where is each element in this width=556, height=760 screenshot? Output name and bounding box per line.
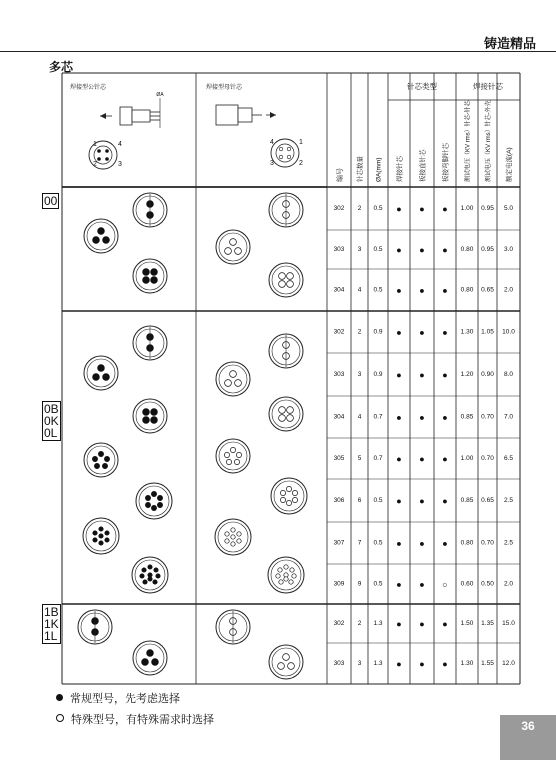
cell-diameter: 0.5: [373, 580, 383, 588]
cell-pin-count: 7: [357, 539, 362, 547]
male-pin-dot: [140, 574, 144, 578]
connector-face-inner: [136, 402, 164, 430]
filled-dot-icon: ●: [419, 285, 425, 296]
group-code: 1K: [44, 617, 59, 631]
legend-regular: [56, 690, 180, 706]
female-socket-dot: [231, 535, 235, 539]
cell-model: 306: [333, 497, 345, 505]
cell-pin-count: 3: [357, 246, 362, 254]
filled-dot-icon: ●: [396, 658, 402, 669]
connector-face-inner: [139, 486, 169, 516]
cell-model: 304: [333, 286, 345, 294]
female-connector-neck: [238, 108, 252, 122]
pin-number-label: 1: [299, 139, 303, 146]
male-pin-dot: [143, 269, 150, 276]
female-socket-dot: [230, 239, 237, 246]
male-pin-dot: [148, 577, 152, 581]
cell-model: 303: [333, 246, 345, 254]
connector-face-inner: [272, 400, 300, 428]
header-pcb-straight: 板接直针芯: [419, 149, 427, 182]
female-socket-dot: [237, 539, 241, 543]
filled-dot-icon: ●: [396, 327, 402, 338]
cell-pin-count: 4: [357, 286, 362, 294]
cell-rated-current: 2.5: [503, 497, 514, 505]
cell-test-v-pin: 1.30: [460, 660, 474, 668]
male-pin-dot: [103, 374, 110, 381]
cell-rated-current: 15.0: [502, 620, 515, 628]
cell-pin-count: 6: [357, 497, 362, 505]
brand-slogan: 铸造精品: [483, 36, 536, 51]
cell-rated-current: 8.0: [503, 371, 514, 379]
pin-number-label: 2: [299, 160, 303, 167]
female-socket-dot: [286, 486, 291, 491]
filled-dot-icon: ●: [442, 285, 448, 296]
legend-text: 常规型号，先考虑选择: [70, 693, 180, 705]
header-test-v-shell: 测试电压（KV rms）针芯-外壳: [486, 100, 493, 182]
female-front-insert: [276, 144, 294, 162]
header-pcb-bent: 板接弯脚针芯: [442, 143, 450, 182]
page-number: 36: [500, 715, 556, 760]
filled-dot-icon: ●: [442, 412, 448, 423]
female-socket-dot: [278, 663, 285, 670]
filled-dot-icon: ●: [442, 538, 448, 549]
female-socket-dot: [237, 532, 241, 536]
filled-dot-icon: ●: [419, 618, 425, 629]
cell-pin-count: 9: [357, 580, 362, 588]
filled-dot-icon: ●: [442, 618, 448, 629]
female-socket-dot: [287, 273, 294, 280]
male-pin-dot: [151, 417, 158, 424]
cell-diameter: 1.3: [373, 620, 383, 628]
cell-model: 302: [333, 620, 345, 628]
header-model: 编号: [336, 168, 344, 182]
connector-face-inner: [136, 262, 164, 290]
male-pin-dot: [105, 538, 109, 542]
male-pin-dot: [143, 409, 150, 416]
cell-test-v-pin: 1.20: [460, 371, 474, 379]
male-connector-body: [120, 107, 132, 125]
cell-diameter: 0.9: [373, 328, 383, 336]
male-pin-dot: [152, 659, 159, 666]
male-pin-dot: [99, 541, 103, 545]
cell-test-v-pin: 0.80: [460, 539, 474, 547]
male-pin-dot: [151, 491, 156, 496]
connector-face-inner: [87, 446, 115, 474]
male-pin-dot: [93, 374, 100, 381]
male-pin-dot: [102, 463, 107, 468]
male-pin-dot: [145, 495, 150, 500]
filled-dot-icon: ●: [419, 538, 425, 549]
filled-dot-icon: ●: [419, 327, 425, 338]
connector-face-inner: [272, 266, 300, 294]
filled-dot-icon: ●: [442, 369, 448, 380]
cell-model: 303: [333, 660, 345, 668]
female-connector-body: [216, 105, 238, 125]
filled-dot-icon: ●: [442, 327, 448, 338]
female-socket-dot: [290, 568, 294, 572]
female-socket-dot: [283, 654, 290, 661]
label-male-weld: 焊接型公针芯: [70, 85, 107, 91]
cell-rated-current: 2.0: [503, 580, 514, 588]
pin-number-label: 3: [118, 161, 122, 168]
female-socket-dot: [292, 490, 297, 495]
female-socket-dot: [279, 281, 286, 288]
cell-diameter: 0.5: [373, 286, 383, 294]
female-socket-dot: [284, 565, 288, 569]
cell-model: 304: [333, 413, 345, 421]
filled-dot-icon: ●: [442, 453, 448, 464]
cell-test-v-shell: 0.65: [481, 497, 494, 505]
group-code: 00: [44, 194, 58, 208]
male-pin-dot: [156, 574, 160, 578]
connector-face-inner: [87, 222, 115, 250]
header-weld-pin: 焊接针芯: [473, 81, 503, 91]
filled-dot-icon: ●: [419, 412, 425, 423]
connector-face-inner: [136, 644, 164, 672]
cell-diameter: 0.5: [373, 497, 383, 505]
male-pin-dot: [99, 527, 103, 531]
cell-rated-current: 6.5: [503, 455, 514, 463]
female-socket-dot: [289, 580, 293, 584]
cell-pin-count: 3: [357, 660, 362, 668]
female-socket-dot: [226, 459, 231, 464]
female-socket-dot: [231, 542, 235, 546]
male-pin-dot: [143, 580, 147, 584]
cell-rated-current: 2.5: [503, 539, 514, 547]
male-pin-dot: [143, 417, 150, 424]
cell-diameter: 0.7: [373, 455, 383, 463]
female-socket-dot: [235, 380, 242, 387]
male-front-pin: [97, 149, 101, 153]
header-test-v-pin: 测试电压（KV rms）针芯-针芯: [465, 100, 472, 182]
male-pin-dot: [153, 580, 157, 584]
male-pin-dot: [148, 565, 152, 569]
cell-test-v-shell: 1.35: [481, 620, 494, 628]
female-socket-dot: [225, 532, 229, 536]
group-code: 1L: [44, 629, 58, 643]
female-socket-dot: [225, 380, 232, 387]
cell-model: 309: [333, 580, 345, 588]
male-pin-dot: [151, 505, 156, 510]
male-pin-dot: [157, 495, 162, 500]
dimension-label: ØA: [156, 92, 164, 98]
legend-text: 特殊型号，有特殊需求时选择: [71, 714, 214, 726]
group-code: 1B: [44, 605, 59, 619]
cell-diameter: 0.5: [373, 246, 383, 254]
female-front-socket: [279, 147, 283, 151]
filled-dot-icon: ●: [396, 495, 402, 506]
male-front-pin: [105, 149, 109, 153]
cell-test-v-pin: 0.80: [460, 246, 474, 254]
cell-test-v-pin: 1.00: [460, 205, 474, 213]
cell-model: 305: [333, 455, 345, 463]
cell-test-v-pin: 0.80: [460, 286, 474, 294]
connector-face-inner: [219, 442, 247, 470]
group-code: 0K: [44, 414, 59, 428]
male-pin-dot: [145, 502, 150, 507]
male-pin-dot: [98, 451, 103, 456]
female-socket-dot: [230, 447, 235, 452]
filled-dot-icon: ●: [396, 453, 402, 464]
female-socket-dot: [225, 539, 229, 543]
cell-test-v-shell: 0.50: [481, 580, 494, 588]
cell-test-v-shell: 0.95: [481, 246, 494, 254]
cell-test-v-shell: 0.70: [481, 413, 494, 421]
cell-test-v-pin: 1.00: [460, 455, 474, 463]
cell-pin-count: 2: [357, 205, 362, 213]
male-pin-dot: [147, 650, 154, 657]
cell-model: 303: [333, 371, 345, 379]
pin-number-label: 3: [270, 160, 274, 167]
male-pin-dot: [93, 237, 100, 244]
female-socket-dot: [278, 568, 282, 572]
male-pin-dot: [143, 277, 150, 284]
cell-diameter: 0.5: [373, 539, 383, 547]
cell-test-v-shell: 1.05: [481, 328, 494, 336]
pin-number-label: 4: [270, 139, 274, 146]
female-socket-dot: [292, 574, 296, 578]
header-rated-current: 额定电流(A): [506, 147, 514, 182]
cell-rated-current: 12.0: [502, 660, 515, 668]
pin-number-label: 2: [93, 161, 97, 168]
cell-model: 307: [333, 539, 345, 547]
female-socket-dot: [279, 580, 283, 584]
male-pin-dot: [142, 659, 149, 666]
cell-test-v-shell: 0.95: [481, 205, 494, 213]
male-pin-dot: [104, 456, 109, 461]
cell-rated-current: 10.0: [502, 328, 515, 336]
cell-diameter: 1.3: [373, 660, 383, 668]
cell-pin-count: 2: [357, 620, 362, 628]
group-label-0b0k0l: [42, 401, 61, 441]
cell-test-v-pin: 0.85: [460, 497, 474, 505]
header-weld: 焊接针芯: [396, 156, 404, 182]
hollow-dot-icon: ○: [442, 579, 448, 590]
female-socket-dot: [276, 574, 280, 578]
cell-test-v-shell: 0.70: [481, 455, 494, 463]
connector-face-inner: [87, 359, 115, 387]
male-pin-dot: [93, 538, 97, 542]
cell-test-v-shell: 1.55: [481, 660, 494, 668]
female-socket-dot: [280, 497, 285, 502]
cell-model: 302: [333, 328, 345, 336]
male-pin-dot: [92, 456, 97, 461]
filled-dot-icon: ●: [396, 579, 402, 590]
filled-dot-icon: ●: [419, 244, 425, 255]
male-pin-dot: [151, 409, 158, 416]
filled-dot-icon: [56, 694, 63, 701]
filled-dot-icon: ●: [396, 618, 402, 629]
filled-dot-icon: ●: [419, 658, 425, 669]
filled-dot-icon: ●: [442, 244, 448, 255]
filled-dot-icon: ●: [442, 658, 448, 669]
filled-dot-icon: ●: [419, 453, 425, 464]
female-socket-dot: [287, 407, 294, 414]
filled-dot-icon: ●: [396, 203, 402, 214]
female-socket-dot: [279, 273, 286, 280]
male-front-pin: [105, 157, 109, 161]
male-pin-dot: [151, 269, 158, 276]
hollow-dot-icon: [56, 714, 64, 722]
cell-model: 302: [333, 205, 345, 213]
cell-pin-count: 3: [357, 371, 362, 379]
pin-number-label: 4: [118, 141, 122, 148]
female-socket-dot: [231, 528, 235, 532]
female-socket-dot: [279, 407, 286, 414]
male-pin-dot: [99, 534, 103, 538]
cell-test-v-pin: 0.85: [460, 413, 474, 421]
female-socket-dot: [292, 497, 297, 502]
pin-number-label: 1: [93, 141, 97, 148]
cell-rated-current: 7.0: [503, 413, 514, 421]
header-pin-count: 针芯数量: [357, 156, 365, 182]
cell-test-v-shell: 0.65: [481, 286, 494, 294]
female-socket-dot: [287, 415, 294, 422]
connector-face-inner: [219, 233, 247, 261]
male-pin-dot: [98, 365, 105, 372]
male-pin-dot: [157, 502, 162, 507]
female-socket-dot: [286, 500, 291, 505]
cell-test-v-pin: 1.50: [460, 620, 474, 628]
female-socket-dot: [284, 577, 288, 581]
filled-dot-icon: ●: [396, 369, 402, 380]
group-code: 0L: [44, 426, 58, 440]
male-pin-dot: [154, 568, 158, 572]
female-socket-dot: [288, 663, 295, 670]
male-pin-dot: [98, 228, 105, 235]
filled-dot-icon: ●: [442, 495, 448, 506]
female-socket-dot: [279, 415, 286, 422]
filled-dot-icon: ●: [419, 369, 425, 380]
header-diameter: ØA(mm): [375, 157, 383, 182]
female-front-socket: [279, 155, 283, 159]
male-pin-dot: [94, 463, 99, 468]
filled-dot-icon: ●: [396, 285, 402, 296]
group-label-00: [42, 193, 59, 209]
filled-dot-icon: ●: [419, 495, 425, 506]
male-pin-dot: [151, 277, 158, 284]
female-socket-dot: [280, 490, 285, 495]
cell-test-v-shell: 0.70: [481, 539, 494, 547]
male-pin-dot: [105, 531, 109, 535]
connector-face-inner: [219, 365, 247, 393]
male-connector-neck: [132, 110, 150, 122]
connector-face-inner: [272, 648, 300, 676]
arrow-icon: [100, 113, 106, 119]
male-pin-dot: [142, 568, 146, 572]
cell-test-v-pin: 0.60: [460, 580, 474, 588]
female-socket-dot: [235, 248, 242, 255]
cell-diameter: 0.5: [373, 205, 383, 213]
female-socket-dot: [287, 281, 294, 288]
male-pin-dot: [103, 237, 110, 244]
cell-rated-current: 5.0: [503, 205, 514, 213]
cell-diameter: 0.9: [373, 371, 383, 379]
cell-pin-count: 5: [357, 455, 362, 463]
female-socket-dot: [224, 452, 229, 457]
filled-dot-icon: ●: [419, 579, 425, 590]
legend-special: [56, 711, 214, 727]
filled-dot-icon: ●: [442, 203, 448, 214]
filled-dot-icon: ●: [419, 203, 425, 214]
female-socket-dot: [236, 452, 241, 457]
filled-dot-icon: ●: [396, 538, 402, 549]
group-code: 0B: [44, 402, 59, 416]
cell-rated-current: 2.0: [503, 286, 514, 294]
header-pin-type: 针芯类型: [407, 81, 437, 91]
filled-dot-icon: ●: [396, 244, 402, 255]
cell-diameter: 0.7: [373, 413, 383, 421]
section-title: 多芯: [49, 60, 74, 74]
female-socket-dot: [234, 459, 239, 464]
male-front-pin: [97, 157, 101, 161]
female-socket-dot: [230, 371, 237, 378]
label-female-weld: 焊接型母针芯: [206, 85, 243, 91]
cell-pin-count: 2: [357, 328, 362, 336]
male-pin-dot: [93, 531, 97, 535]
group-label-1b1k1l: [42, 604, 61, 644]
female-front-socket: [287, 147, 291, 151]
filled-dot-icon: ●: [396, 412, 402, 423]
cell-test-v-shell: 0.90: [481, 371, 494, 379]
female-socket-dot: [225, 248, 232, 255]
female-front-socket: [287, 155, 291, 159]
cell-pin-count: 4: [357, 413, 362, 421]
cell-test-v-pin: 1.30: [460, 328, 474, 336]
connector-face-inner: [274, 481, 304, 511]
cell-rated-current: 3.0: [503, 246, 514, 254]
